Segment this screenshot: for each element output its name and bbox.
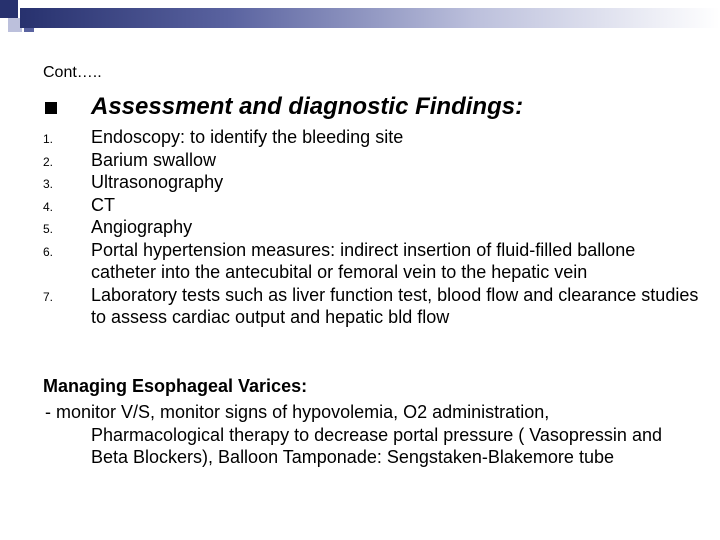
findings-list [43, 126, 703, 329]
heading-row [43, 92, 703, 124]
square-bullet-icon [45, 102, 57, 114]
list-item [43, 126, 703, 149]
list-number: 4. [43, 199, 54, 214]
list-number: 7. [43, 289, 54, 304]
list-text: Endoscopy: to identify the bleeding site [91, 127, 404, 147]
list-text: Laboratory tests such as liver function test, blood flow and clearance studies to assess cardiac output and hepatic bld flow [91, 284, 699, 327]
list-text: Portal hypertension measures: indirect insertion of fluid-filled ballone catheter into the antecubital or femoral vein to the hepatic vein [91, 239, 636, 282]
list-number: 2. [43, 154, 54, 169]
section-heading: Assessment and diagnostic Findings: [91, 93, 524, 120]
list-item [43, 284, 703, 329]
managing-paragraph [43, 401, 683, 469]
list-number: 1. [43, 132, 54, 146]
decor-square-dark [0, 0, 18, 18]
list-number: 6. [43, 244, 54, 259]
list-item [43, 216, 703, 239]
continuation-label: Cont….. [43, 64, 102, 81]
list-text: Angiography [91, 217, 193, 237]
list-item [43, 239, 703, 284]
header-decoration [0, 0, 720, 50]
list-text: Barium swallow [91, 149, 217, 170]
list-item [43, 149, 703, 172]
header-gradient-bar [20, 8, 720, 28]
managing-continuation: Pharmacological therapy to decrease portal pressure ( Vasopressin and Beta Blockers), Balloon Tamponade: Sengstaken-Blakemore tube [91, 424, 662, 467]
list-number: 3. [43, 177, 54, 191]
list-text: CT [91, 194, 115, 215]
list-item [43, 194, 703, 217]
list-item [43, 171, 703, 194]
list-text: Ultrasonography [91, 172, 224, 192]
managing-heading: Managing Esophageal Varices: [43, 376, 308, 396]
managing-first-line: - monitor V/S, monitor signs of hypovolemia, O2 administration, [45, 402, 550, 422]
list-number: 5. [43, 222, 54, 236]
